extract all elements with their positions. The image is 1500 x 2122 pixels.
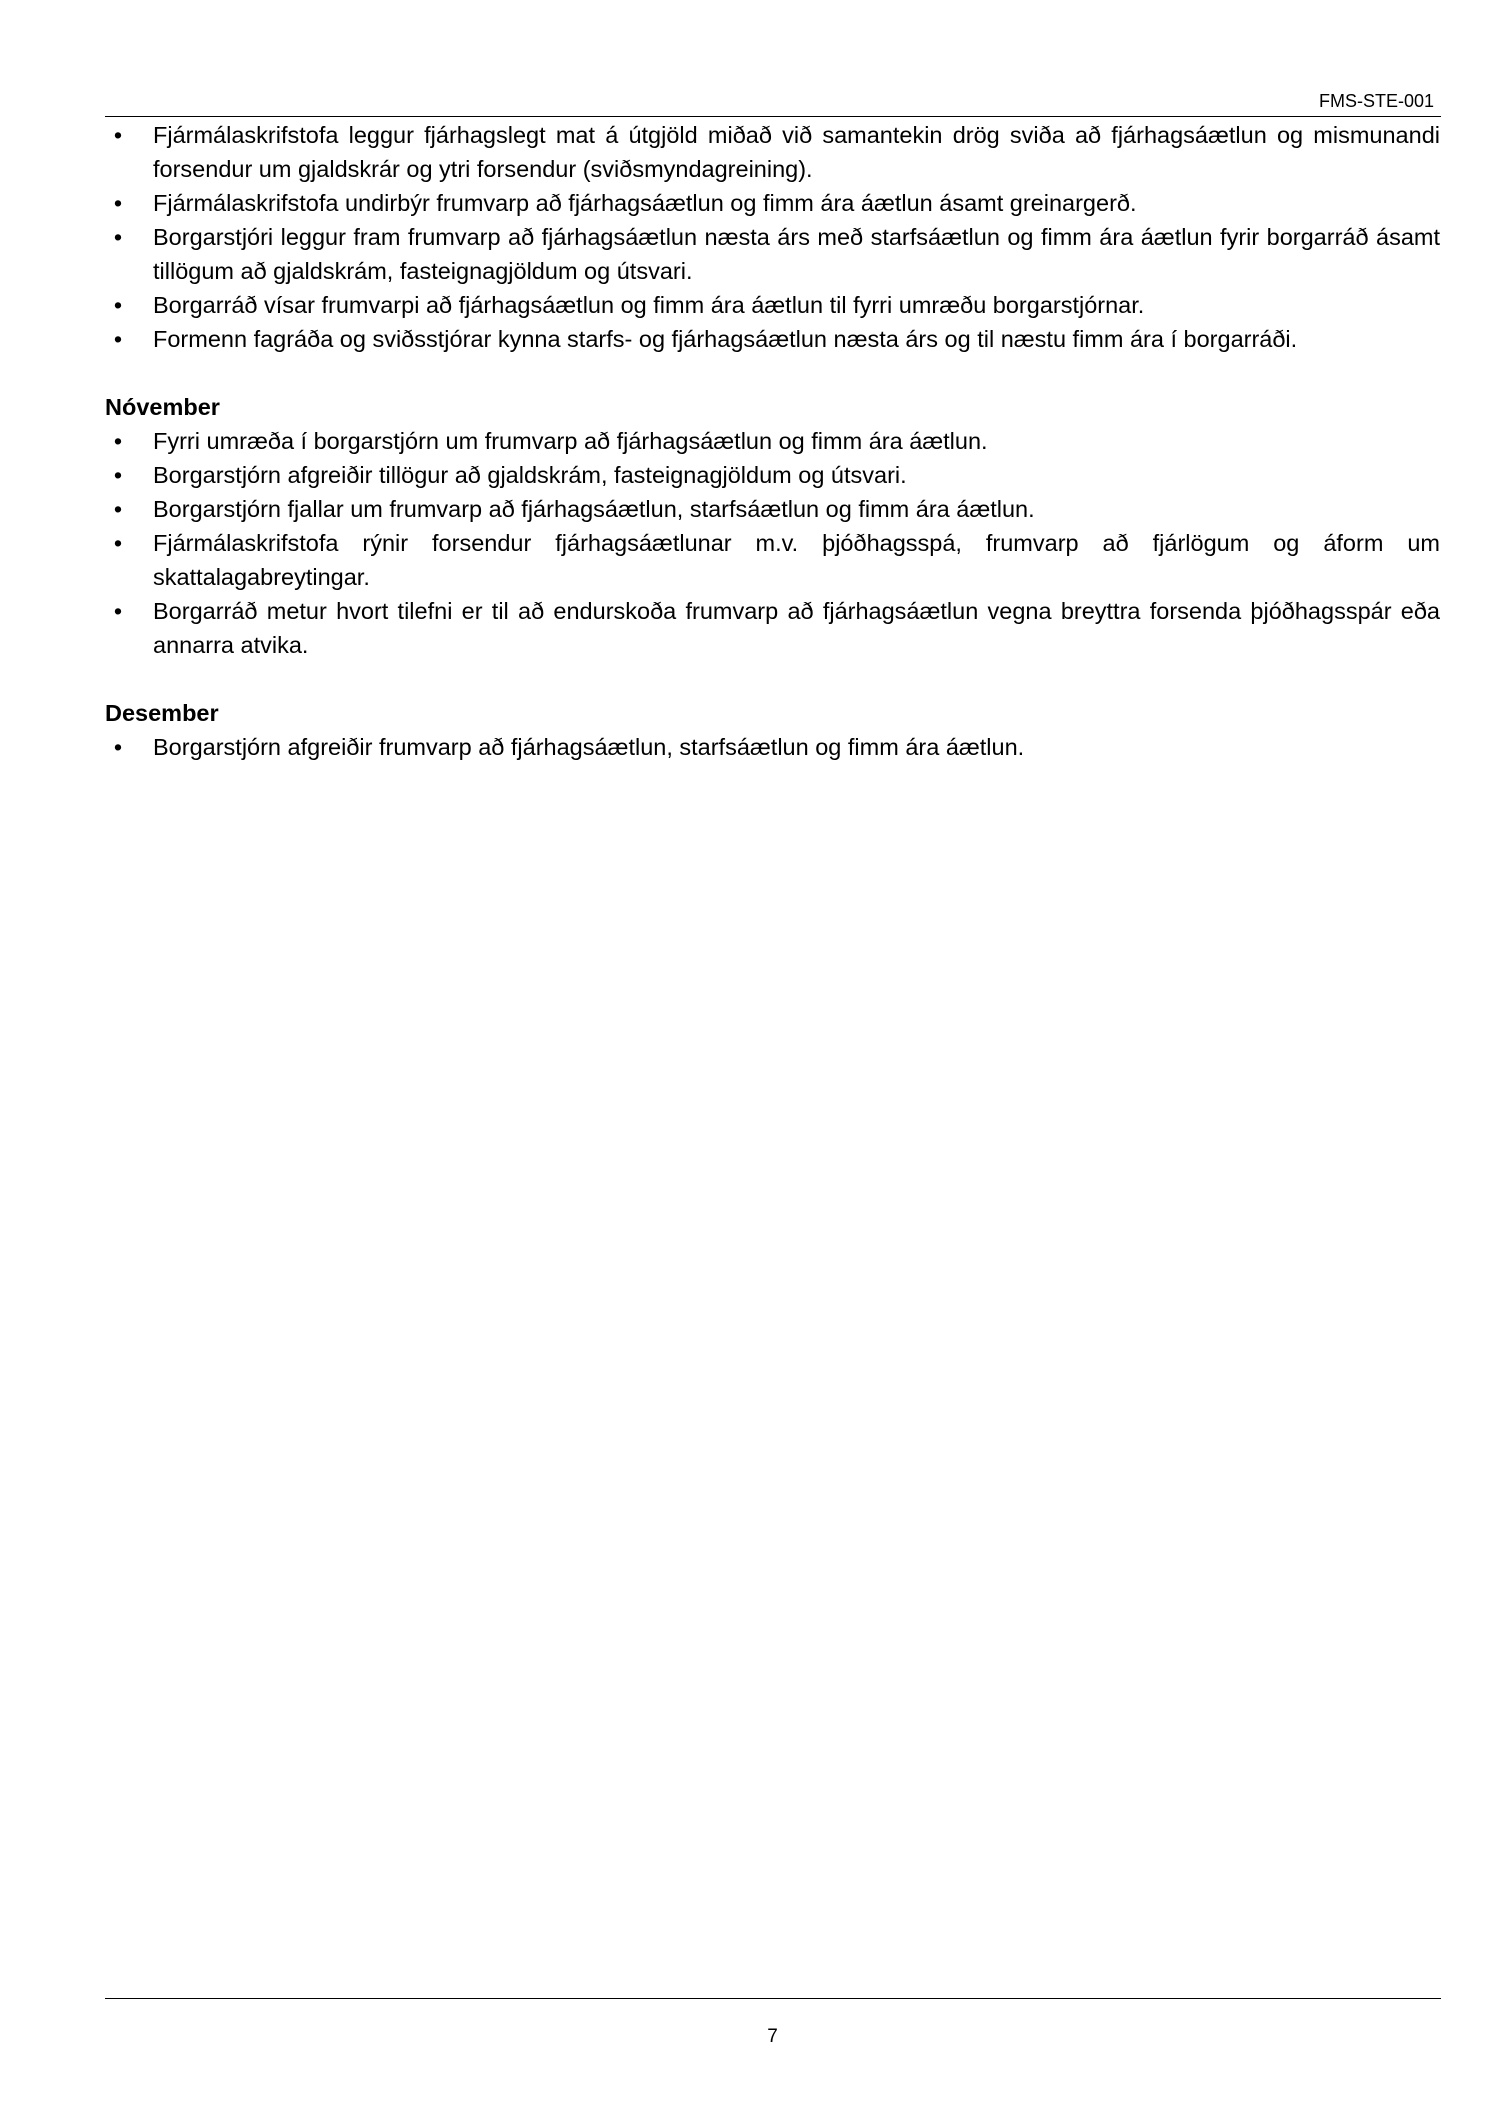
list-item-text: Fjármálaskrifstofa undirbýr frumvarp að fjárhagsáætlun og fimm ára áætlun ásamt greinargerð. — [153, 190, 1137, 216]
list-item-text: Borgarstjórn fjallar um frumvarp að fjárhagsáætlun, starfsáætlun og fimm ára áætlun. — [153, 496, 1035, 522]
page-body — [105, 118, 1440, 764]
bullet-icon: • — [113, 190, 123, 216]
list-item — [105, 594, 1440, 662]
list-item-text: Borgarráð metur hvort tilefni er til að endurskoða frumvarp að fjárhagsáætlun vegna breyttra forsenda þjóðhagsspár eða annarra atvika. — [153, 598, 1440, 658]
header-divider — [105, 116, 1441, 117]
bullet-icon: • — [113, 224, 123, 250]
list-item — [105, 424, 1440, 458]
list-item — [105, 288, 1440, 322]
list-item — [105, 492, 1440, 526]
document-code: FMS-STE-001 — [1318, 91, 1434, 111]
bullet-icon: • — [113, 734, 123, 760]
list-item — [105, 118, 1440, 186]
november-bullet-list — [105, 424, 1440, 662]
list-item-text: Borgarráð vísar frumvarpi að fjárhagsáætlun og fimm ára áætlun til fyrri umræðu borgarstjórnar. — [153, 292, 1145, 318]
bullet-icon: • — [113, 496, 123, 522]
bullet-icon: • — [113, 428, 123, 454]
list-item — [105, 186, 1440, 220]
list-item-text: Borgarstjórn afgreiðir frumvarp að fjárhagsáætlun, starfsáætlun og fimm ára áætlun. — [153, 734, 1025, 760]
list-item — [105, 730, 1440, 764]
bullet-icon: • — [113, 326, 123, 352]
list-item-text: Borgarstjórn afgreiðir tillögur að gjaldskrám, fasteignagjöldum og útsvari. — [153, 462, 907, 488]
intro-bullet-list — [105, 118, 1440, 356]
list-item-text: Fjármálaskrifstofa leggur fjárhagslegt mat á útgjöld miðað við samantekin drög sviða að fjárhagsáætlun og mismunandi forsendur um gjaldskrár og ytri forsendur (sviðsmyndagreining). — [153, 122, 1440, 182]
december-bullet-list — [105, 730, 1440, 764]
bullet-icon: • — [113, 292, 123, 318]
list-item — [105, 220, 1440, 288]
page-number: 7 — [767, 2026, 778, 2047]
list-item — [105, 458, 1440, 492]
list-item-text: Formenn fagráða og sviðsstjórar kynna starfs- og fjárhagsáætlun næsta árs og til næstu fimm ára í borgarráði. — [153, 326, 1298, 352]
section-heading-december: Desember — [105, 700, 219, 726]
list-item-text: Fyrri umræða í borgarstjórn um frumvarp að fjárhagsáætlun og fimm ára áætlun. — [153, 428, 988, 454]
footer-divider — [105, 1998, 1441, 1999]
section-heading-november: Nóvember — [105, 394, 220, 420]
list-item — [105, 322, 1440, 356]
bullet-icon: • — [113, 598, 123, 624]
bullet-icon: • — [113, 530, 123, 556]
list-item-text: Borgarstjóri leggur fram frumvarp að fjárhagsáætlun næsta árs með starfsáætlun og fimm ára áætlun fyrir borgarráð ásamt tillögum að gjaldskrám, fasteignagjöldum og útsvari. — [153, 224, 1440, 284]
list-item — [105, 526, 1440, 594]
list-item-text: Fjármálaskrifstofa rýnir forsendur fjárhagsáætlunar m.v. þjóðhagsspá, frumvarp að fjárlögum og áform um skattalagabreytingar. — [153, 530, 1440, 590]
bullet-icon: • — [113, 122, 123, 148]
bullet-icon: • — [113, 462, 123, 488]
